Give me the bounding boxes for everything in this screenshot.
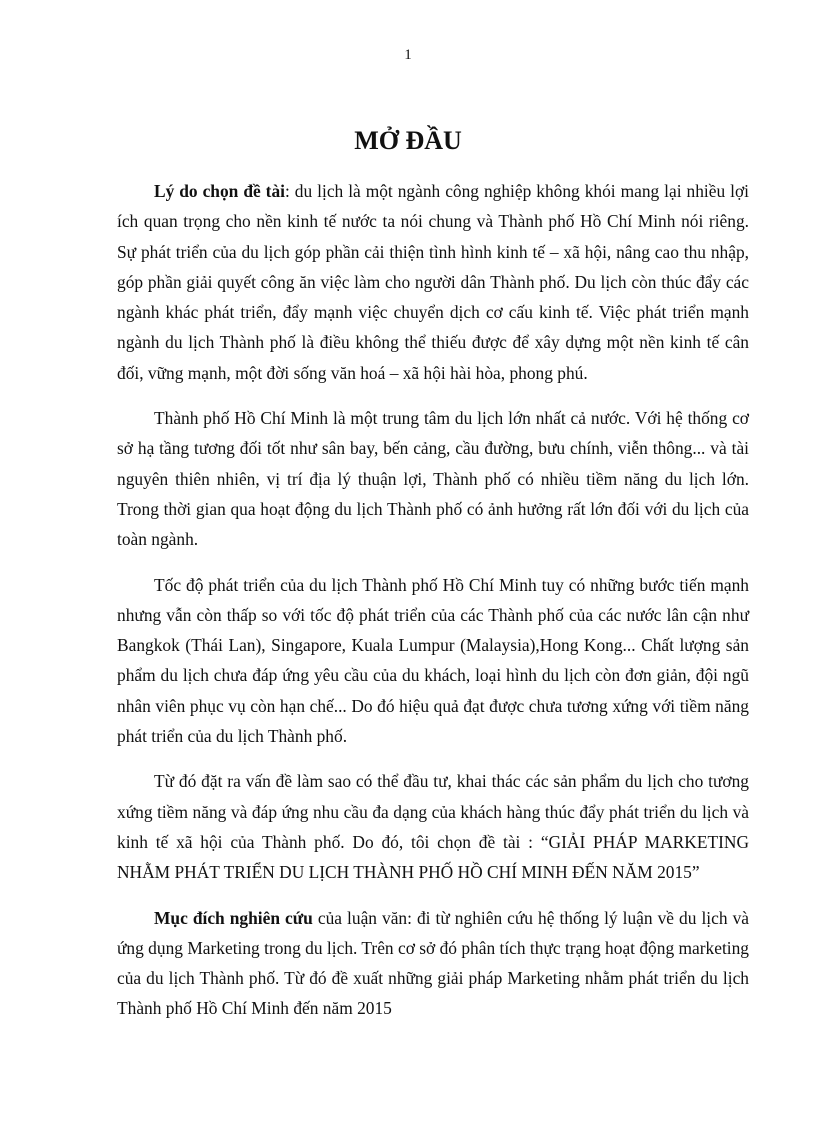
- paragraph-reason: [117, 176, 749, 388]
- paragraph-purpose: [117, 903, 749, 1024]
- paragraph-topic: [117, 766, 749, 887]
- paragraph-lead: Lý do chọn đề tài: [154, 181, 285, 201]
- paragraph-text: Tốc độ phát triển của du lịch Thành phố Hồ Chí Minh tuy có những bước tiến mạnh nhưng vẫn còn thấp so với tốc độ phát triển của các Thành phố của các nước lân cận như Bangkok (Thái Lan), Singapore, Kuala Lumpur (Malaysia),Hong Kong... Chất lượng sản phẩm du lịch chưa đáp ứng yêu cầu của du khách, loại hình du lịch còn đơn giản, đội ngũ nhân viên phục vụ còn hạn chế... Do đó hiệu quả đạt được chưa tương xứng với tiềm năng phát triển của du lịch Thành phố.: [117, 574, 749, 747]
- paragraph-text: Thành phố Hồ Chí Minh là một trung tâm du lịch lớn nhất cả nước. Với hệ thống cơ sở hạ tầng tương đối tốt như sân bay, bến cảng, cầu đường, bưu chính, viễn thông... và tài nguyên thiên nhiên, vị trí địa lý thuận lợi, Thành phố có nhiều tiềm năng du lịch lớn. Trong thời gian qua hoạt động du lịch Thành phố có ảnh hưởng rất lớn đối với du lịch của toàn ngành.: [117, 408, 749, 550]
- paragraph-text: : du lịch là một ngành công nghiệp không khói mang lại nhiều lợi ích quan trọng cho nền kinh tế nước ta nói chung và Thành phố Hồ Chí Minh nói riêng. Sự phát triển của du lịch góp phần cải thiện tình hình kinh tế – xã hội, nâng cao thu nhập, góp phần giải quyết công ăn việc làm cho người dân Thành phố. Du lịch còn thúc đẩy các ngành khác phát triển, đẩy mạnh việc chuyển dịch cơ cấu kinh tế. Việc phát triển mạnh ngành du lịch Thành phố là điều không thể thiếu được để xây dựng một nền kinh tế cân đối, vững mạnh, một đời sống văn hoá – xã hội hài hòa, phong phú.: [117, 181, 749, 383]
- page-number: 1: [404, 47, 412, 63]
- paragraph-lead: Mục đích nghiên cứu: [154, 907, 313, 928]
- paragraph-text: của luận văn: đi từ nghiên cứu hệ thống lý luận về du lịch và ứng dụng Marketing trong du lịch. Trên cơ sở đó phân tích thực trạng hoạt động marketing của du lịch Thành phố. Từ đó đề xuất những giải pháp Marketing nhằm phát triển du lịch Thành phố Hồ Chí Minh đến năm 2015: [117, 907, 749, 1019]
- paragraph-city-overview: [117, 403, 749, 554]
- paragraph-text: Từ đó đặt ra vấn đề làm sao có thể đầu tư, khai thác các sản phẩm du lịch cho tương xứng tiềm năng và đáp ứng nhu cầu đa dạng của khách hàng thúc đẩy phát triển du lịch và kinh tế xã hội của Thành phố. Do đó, tôi chọn đề tài : “GIẢI PHÁP MARKETING NHẰM PHÁT TRIỂN DU LỊCH THÀNH PHỐ HỒ CHÍ MINH ĐẾN NĂM 2015”: [117, 771, 749, 883]
- paragraph-growth: [117, 570, 749, 752]
- document-body: [117, 176, 749, 1039]
- page-title: MỞ ĐẦU: [354, 126, 462, 155]
